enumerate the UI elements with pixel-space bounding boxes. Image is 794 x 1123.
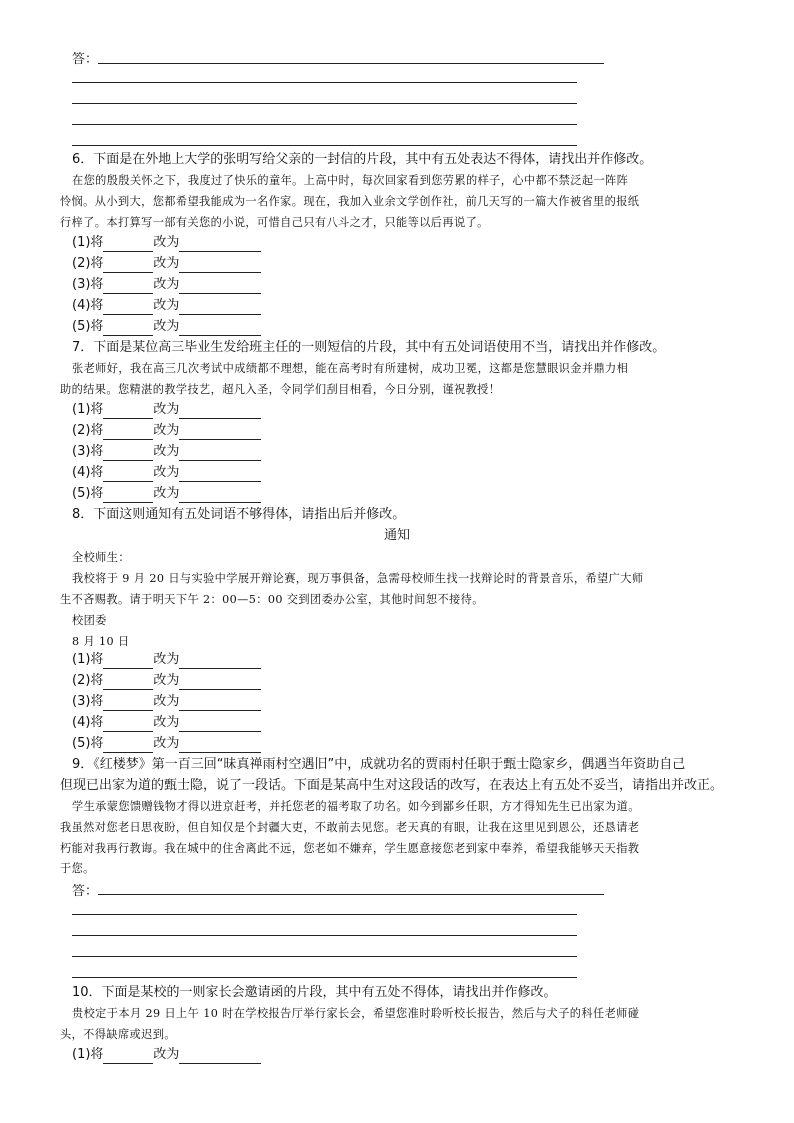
answer-line[interactable]: [72, 103, 577, 104]
original-blank[interactable]: [103, 280, 153, 294]
original-blank[interactable]: [103, 322, 153, 336]
q6-item-5: [72, 318, 261, 336]
question-7-title: 7．下面是某位高三毕业生发给班主任的一则短信的片段，其中有五处词语使用不当，请找出并作修改。: [72, 340, 666, 355]
q6-item-2: [72, 255, 261, 273]
replace-label: 改为: [153, 444, 180, 459]
item-label: (2)将: [72, 423, 104, 438]
item-label: (5)将: [72, 736, 104, 751]
revised-blank[interactable]: [179, 1050, 261, 1064]
replace-label: 改为: [153, 235, 180, 250]
replace-label: 改为: [153, 277, 180, 292]
item-label: (4)将: [72, 298, 104, 313]
revised-blank[interactable]: [179, 426, 261, 440]
replace-label: 改为: [153, 694, 180, 709]
replace-label: 改为: [153, 465, 180, 480]
revised-blank[interactable]: [179, 280, 261, 294]
question-6-title: 6．下面是在外地上大学的张明写给父亲的一封信的片段，其中有五处表达不得体，请找出并作修改。: [72, 152, 653, 167]
original-blank[interactable]: [103, 259, 153, 273]
revised-blank[interactable]: [179, 322, 261, 336]
item-label: (1)将: [72, 652, 104, 667]
revised-blank[interactable]: [179, 301, 261, 315]
q7-item-3: [72, 443, 261, 461]
q8-item-1: [72, 651, 261, 669]
answer-line[interactable]: [72, 914, 577, 915]
q9-passage-line: 我虽然对您老日思夜盼，但自知仅是个封疆大吏，不敢前去见您。老天真的有眼，让我在这里见到恩公，还恳请老: [60, 821, 640, 834]
q6-passage-line: 在您的殷殷关怀之下，我度过了快乐的童年。上高中时，每次回家看到您劳累的样子，心中都不禁泛起一阵阵: [72, 174, 629, 187]
q9-passage-line: 于您。: [60, 862, 95, 875]
q7-item-5: [72, 485, 261, 503]
item-label: (3)将: [72, 694, 104, 709]
q7-item-2: [72, 422, 261, 440]
revised-blank[interactable]: [179, 405, 261, 419]
q7-passage-line: 张老师好，我在高三几次考试中成绩都不理想，能在高考时有所建树，成功卫冕，这都是您慧眼识金并鼎力相: [72, 362, 629, 375]
item-label: (2)将: [72, 256, 104, 271]
q8-item-5: [72, 735, 261, 753]
notice-salutation: 全校师生：: [72, 551, 130, 564]
q10-item-1: [72, 1046, 261, 1064]
q7-item-4: [72, 464, 261, 482]
original-blank[interactable]: [103, 1050, 153, 1064]
q8-item-3: [72, 693, 261, 711]
q6-item-3: [72, 276, 261, 294]
q8-item-4: [72, 714, 261, 732]
q8-passage-line: 生不吝赐教。请于明天下午 2：00—5：00 交到团委办公室，其他时间恕不接待。: [60, 593, 484, 606]
revised-blank[interactable]: [179, 468, 261, 482]
original-blank[interactable]: [103, 238, 153, 252]
item-label: (5)将: [72, 319, 104, 334]
answer-line[interactable]: [72, 82, 577, 83]
q8-passage-line: 我校将于 9 月 20 日与实验中学展开辩论赛，现万事俱备，急需母校师生找一找辩论时的背景音乐，希望广大师: [72, 572, 644, 585]
answer-line[interactable]: [72, 977, 577, 978]
item-label: (2)将: [72, 673, 104, 688]
q7-item-1: [72, 401, 261, 419]
revised-blank[interactable]: [179, 718, 261, 732]
revised-blank[interactable]: [179, 447, 261, 461]
revised-blank[interactable]: [179, 697, 261, 711]
item-label: (4)将: [72, 465, 104, 480]
revised-blank[interactable]: [179, 489, 261, 503]
q6-passage-line: 行梓了。本打算写一部有关您的小说，可惜自己只有八斗之才，只能等以后再说了。: [60, 216, 489, 229]
answer-label: 答：: [72, 884, 99, 899]
answer-line[interactable]: [98, 63, 604, 64]
replace-label: 改为: [153, 319, 180, 334]
original-blank[interactable]: [103, 655, 153, 669]
answer-label: 答：: [72, 52, 99, 67]
item-label: (4)将: [72, 715, 104, 730]
replace-label: 改为: [153, 256, 180, 271]
item-label: (3)将: [72, 444, 104, 459]
q8-item-2: [72, 672, 261, 690]
answer-line[interactable]: [72, 124, 577, 125]
question-9-title-cont: 但现已出家为道的甄士隐，说了一段话。下面是某高中生对这段话的改写，在表达上有五处不妥当，请指出并改正。: [60, 778, 724, 793]
replace-label: 改为: [153, 715, 180, 730]
revised-blank[interactable]: [179, 259, 261, 273]
original-blank[interactable]: [103, 301, 153, 315]
replace-label: 改为: [153, 736, 180, 751]
item-label: (1)将: [72, 235, 104, 250]
q6-passage-line: 怜悯。从小到大，您都希望我能成为一名作家。现在，我加入业余文学创作社，前几天写的一篇大作被省里的报纸: [60, 195, 640, 208]
answer-line[interactable]: [72, 935, 577, 936]
original-blank[interactable]: [103, 718, 153, 732]
answer-line[interactable]: [72, 956, 577, 957]
item-label: (1)将: [72, 402, 104, 417]
original-blank[interactable]: [103, 676, 153, 690]
replace-label: 改为: [153, 402, 180, 417]
question-10-title: 10．下面是某校的一则家长会邀请函的片段，其中有五处不得体，请找出并作修改。: [72, 985, 557, 1000]
item-label: (1)将: [72, 1047, 104, 1062]
original-blank[interactable]: [103, 739, 153, 753]
question-9-title: 9．《红楼梦》第一百三回“昧真禅雨村空遇旧”中，成就功名的贾雨村任职于甄士隐家乡，偶遇当年资助自己: [72, 757, 686, 772]
revised-blank[interactable]: [179, 655, 261, 669]
revised-blank[interactable]: [179, 739, 261, 753]
item-label: (5)将: [72, 486, 104, 501]
answer-line[interactable]: [98, 894, 604, 895]
replace-label: 改为: [153, 298, 180, 313]
original-blank[interactable]: [103, 489, 153, 503]
question-8-title: 8．下面这则通知有五处词语不够得体，请指出后并修改。: [72, 507, 406, 522]
q6-item-1: [72, 234, 261, 252]
q10-passage-line: 贵校定于本月 29 日上午 10 时在学校报告厅举行家长会，希望您准时聆听校长报告，然后与犬子的科任老师碰: [72, 1007, 640, 1020]
q10-passage-line: 头，不得缺席或迟到。: [60, 1028, 176, 1041]
q6-item-4: [72, 297, 261, 315]
original-blank[interactable]: [103, 426, 153, 440]
answer-line[interactable]: [72, 145, 577, 146]
original-blank[interactable]: [103, 697, 153, 711]
replace-label: 改为: [153, 652, 180, 667]
q9-passage-line: 学生承蒙您馈赠钱物才得以进京赶考，并托您老的福考取了功名。如今到鄙乡任职，方才得知先生已出家为道。: [72, 800, 640, 813]
notice-title: 通知: [383, 528, 410, 543]
original-blank[interactable]: [103, 405, 153, 419]
q7-passage-line: 助的结果。您精湛的教学技艺，超凡入圣，令同学们刮目相看，今日分别，谨祝教授！: [60, 383, 501, 396]
replace-label: 改为: [153, 1047, 180, 1062]
replace-label: 改为: [153, 673, 180, 688]
replace-label: 改为: [153, 486, 180, 501]
original-blank[interactable]: [103, 447, 153, 461]
item-label: (3)将: [72, 277, 104, 292]
original-blank[interactable]: [103, 468, 153, 482]
notice-date: 8 月 10 日: [72, 635, 130, 648]
revised-blank[interactable]: [179, 238, 261, 252]
notice-signer: 校团委: [72, 614, 107, 627]
q9-passage-line: 朽能对我再行教诲。我在城中的住舍离此不远，您老如不嫌弃，学生愿意接您老到家中奉养，希望我能够天天指教: [60, 842, 640, 855]
replace-label: 改为: [153, 423, 180, 438]
revised-blank[interactable]: [179, 676, 261, 690]
